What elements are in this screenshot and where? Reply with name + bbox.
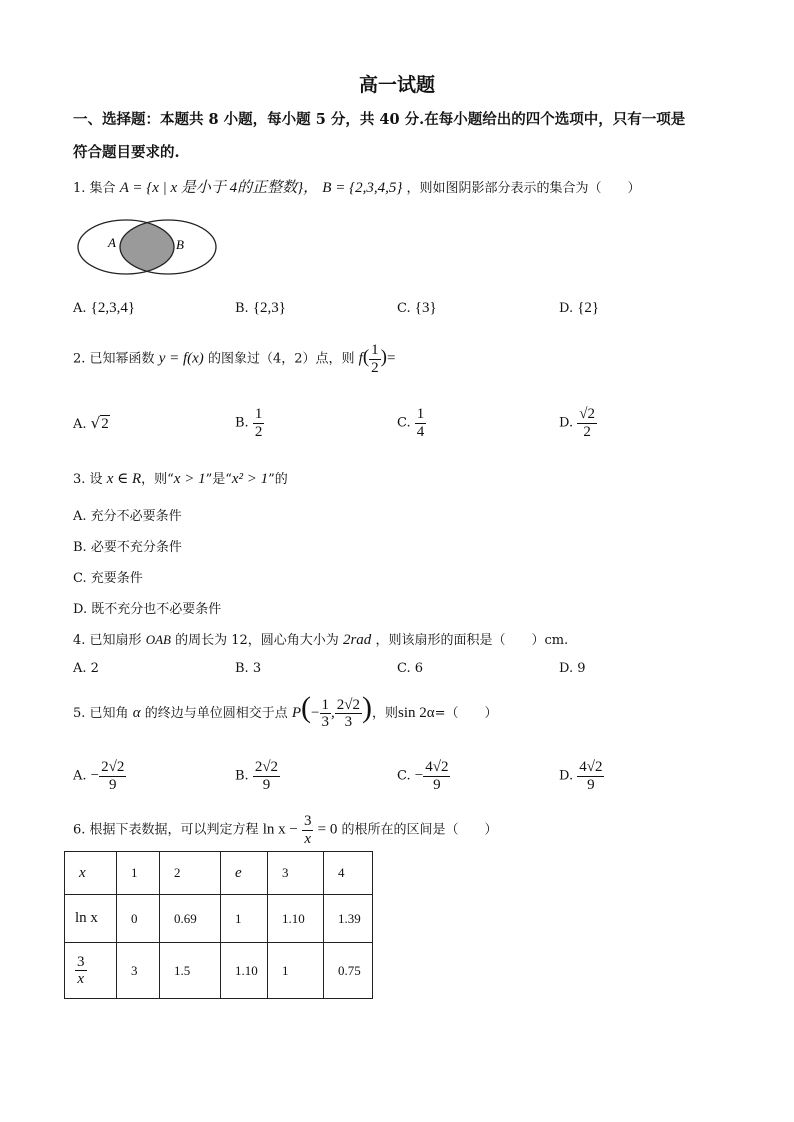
- table-cell: 1.39: [324, 895, 373, 943]
- question-text: 根据下表数据，可以判定方程: [89, 822, 259, 838]
- question-number: 4.: [73, 633, 86, 648]
- option-key: A.: [73, 509, 87, 524]
- row-header: ln x: [65, 895, 117, 943]
- fraction-numerator: 2√2: [336, 696, 360, 713]
- fraction-numerator: 2√2: [254, 759, 279, 775]
- q2-option-c: [397, 406, 426, 440]
- option-key: D.: [559, 768, 574, 784]
- table-cell: 0.69: [160, 895, 221, 943]
- q1-option-d: [559, 300, 599, 317]
- question-text: 的根所在的区间是（ ）: [341, 822, 498, 838]
- option-key: B.: [235, 301, 249, 316]
- option-key: B.: [235, 661, 249, 676]
- option-key: C.: [397, 301, 411, 316]
- q4-option-c: [397, 661, 423, 676]
- question-text: =（ ）: [434, 706, 498, 721]
- question-text: ，则如图阴影部分表示的集合为（ ）: [406, 181, 641, 196]
- question-number: 6.: [73, 822, 86, 838]
- central-angle: 2rad: [342, 632, 372, 648]
- venn-diagram: [76, 218, 220, 276]
- question-text: 已知扇形: [89, 633, 142, 648]
- table-cell: 1.10: [221, 943, 268, 999]
- fraction-numerator: √2: [579, 406, 595, 422]
- option-key: D.: [559, 661, 574, 676]
- option-value: {3}: [414, 300, 437, 316]
- target-expression: sin 2α: [398, 705, 435, 721]
- table-cell: e: [221, 852, 268, 895]
- option-value: 2: [90, 661, 99, 676]
- q1-option-a: [73, 300, 135, 317]
- q2-option-b: [235, 406, 264, 440]
- question-3: [73, 468, 288, 488]
- section-heading-line2: 符合题目要求的.: [73, 144, 180, 161]
- q5-option-b: [235, 759, 280, 793]
- table-cell: 1.5: [160, 943, 221, 999]
- domain-condition: x ∈ R: [106, 471, 142, 487]
- option-sign: −: [90, 767, 100, 784]
- q2-option-d: [559, 406, 597, 440]
- radical-sign: √: [90, 414, 101, 432]
- sector-name: OAB: [145, 632, 171, 647]
- equals-sign: =: [386, 350, 396, 367]
- option-key: C.: [397, 768, 411, 784]
- paren-open: (: [362, 346, 370, 368]
- set-a-definition: A = {x | x 是小于 4的正整数}，: [119, 180, 319, 196]
- fraction-denominator: x: [304, 830, 312, 847]
- paren-close: ): [362, 691, 372, 724]
- q3-option-d: [73, 598, 221, 617]
- row-header: [65, 943, 117, 999]
- condition-1: x > 1: [173, 471, 206, 487]
- option-key: D.: [73, 602, 88, 617]
- table-cell: 0: [117, 895, 160, 943]
- question-5: 5. 已知角 α 的终边与单位圆相交于点 P(− $\frac{1}{3}$ , $\frac{2√2}{3}$ )，则sin 2α=（ ）: [73, 691, 498, 730]
- question-text: ，则: [372, 706, 399, 721]
- q5-option-a: [73, 759, 126, 793]
- fraction-denominator: 2: [583, 423, 591, 440]
- option-key: A.: [73, 301, 87, 316]
- fraction-denominator: 4: [416, 423, 425, 440]
- option-key: A.: [73, 768, 87, 784]
- fraction-numerator: 4√2: [425, 759, 449, 775]
- question-text: 集合: [89, 181, 116, 196]
- table-cell: 1.10: [268, 895, 324, 943]
- question-text: ”是“: [205, 472, 232, 487]
- option-value: {2,3}: [252, 300, 286, 316]
- equation-right: = 0: [317, 821, 338, 838]
- option-value: {2,3,4}: [90, 300, 136, 316]
- option-key: B.: [73, 540, 87, 555]
- fraction-denominator: 3: [344, 714, 353, 730]
- point-y-coordinate: [335, 697, 362, 731]
- table-cell: 3: [117, 943, 160, 999]
- option-key: A.: [73, 661, 87, 676]
- question-number: 1.: [73, 181, 86, 196]
- table-cell: 3: [268, 852, 324, 895]
- option-value: 充分不必要条件: [90, 509, 182, 524]
- fraction-denominator: x: [77, 971, 85, 987]
- radicand: 2: [101, 416, 109, 432]
- q3-option-a: [73, 505, 182, 524]
- table-cell: 1: [221, 895, 268, 943]
- fraction-numerator: 1: [254, 406, 263, 422]
- question-4: [73, 629, 568, 649]
- q4-option-b: [235, 661, 261, 676]
- fraction-numerator: 2√2: [101, 759, 125, 775]
- table-cell: 4: [324, 852, 373, 895]
- option-value: 6: [414, 661, 424, 676]
- question-text: 已知角: [89, 706, 129, 721]
- condition-2: x² > 1: [231, 471, 269, 487]
- equation-left: ln x −: [262, 821, 298, 838]
- question-text: ，则“: [141, 472, 174, 487]
- fraction-denominator: 2: [371, 359, 379, 376]
- page-title: 高一试题: [358, 74, 435, 96]
- row-header: x: [65, 852, 117, 895]
- q1-option-b: [235, 300, 286, 317]
- table-row: [65, 852, 373, 895]
- function-symbol: f: [358, 350, 363, 367]
- question-text: 的图象过（4，2）点，则: [207, 351, 355, 367]
- option-value: 既不充分也不必要条件: [91, 602, 222, 617]
- table-cell: 1: [268, 943, 324, 999]
- q3-option-c: [73, 567, 143, 586]
- option-key: C.: [397, 415, 411, 431]
- option-key: B.: [235, 415, 249, 431]
- q5-option-d: [559, 759, 604, 793]
- section-heading-line1: 一、选择题：本题共 8 小题，每小题 5 分，共 40 分.在每小题给出的四个选项中，只有一项是: [73, 111, 686, 128]
- question-text: 的终边与单位圆相交于点: [144, 706, 288, 721]
- paren-close: ): [380, 346, 387, 368]
- minus-sign: −: [311, 705, 320, 721]
- q3-option-b: [73, 536, 182, 555]
- table-row: [65, 895, 373, 943]
- q4-option-a: [73, 661, 99, 676]
- fraction-numerator: 1: [321, 696, 330, 713]
- question-text: ，则该扇形的面积是（ ）cm.: [375, 633, 569, 648]
- value-table: [64, 851, 373, 999]
- option-value: {2}: [577, 300, 600, 316]
- table-cell: 2: [160, 852, 221, 895]
- fraction-numerator: 3: [77, 953, 85, 970]
- fraction-numerator: 1: [416, 406, 425, 422]
- question-text: 的周长为 12，圆心角大小为: [175, 633, 339, 648]
- question-6: [73, 813, 498, 847]
- fraction-denominator: 3: [321, 714, 330, 730]
- question-1: [73, 176, 641, 197]
- question-text: 已知幂函数: [89, 351, 155, 367]
- fraction-numerator: 4√2: [579, 759, 603, 775]
- question-number: 5.: [73, 706, 86, 721]
- paren-open: (: [301, 691, 312, 724]
- question-2: [73, 342, 395, 376]
- option-value: 必要不充分条件: [90, 540, 182, 555]
- question-number: 2.: [73, 351, 86, 367]
- option-key: C.: [73, 571, 87, 586]
- fraction-denominator: 9: [262, 776, 271, 793]
- q5-option-c: [397, 759, 450, 793]
- option-sign: −: [414, 767, 424, 784]
- fraction-denominator: 9: [433, 776, 441, 793]
- table-row: [65, 943, 373, 999]
- question-text: 设: [89, 472, 103, 487]
- set-b-definition: B = {2,3,4,5}: [322, 180, 403, 196]
- option-value: 9: [577, 661, 586, 676]
- angle-alpha: α: [132, 705, 141, 721]
- option-key: D.: [559, 415, 574, 431]
- fraction-denominator: 9: [587, 776, 595, 793]
- point-p: P: [291, 705, 302, 721]
- option-value: 充要条件: [90, 571, 143, 586]
- option-value: 3: [252, 661, 262, 676]
- function-argument: [369, 342, 381, 376]
- q4-option-d: [559, 661, 586, 676]
- fraction-denominator: 2: [254, 423, 263, 440]
- point-x-coordinate: [320, 697, 332, 731]
- table-cell: 1: [117, 852, 160, 895]
- table-cell: 0.75: [324, 943, 373, 999]
- fraction-denominator: 9: [109, 776, 117, 793]
- question-number: 3.: [73, 472, 86, 487]
- fraction-numerator: 3: [303, 813, 312, 829]
- option-key: B.: [235, 768, 249, 784]
- equation-fraction: [302, 813, 314, 847]
- option-key: C.: [397, 661, 411, 676]
- q2-option-a: [73, 414, 110, 433]
- q1-option-c: [397, 300, 437, 317]
- power-function: y = f(x): [158, 350, 204, 367]
- fraction-numerator: 1: [371, 342, 379, 358]
- question-text: ”的: [268, 472, 288, 487]
- option-key: D.: [559, 301, 574, 316]
- venn-label-b: B: [176, 237, 184, 252]
- venn-label-a: A: [108, 235, 116, 250]
- option-key: A.: [73, 417, 87, 432]
